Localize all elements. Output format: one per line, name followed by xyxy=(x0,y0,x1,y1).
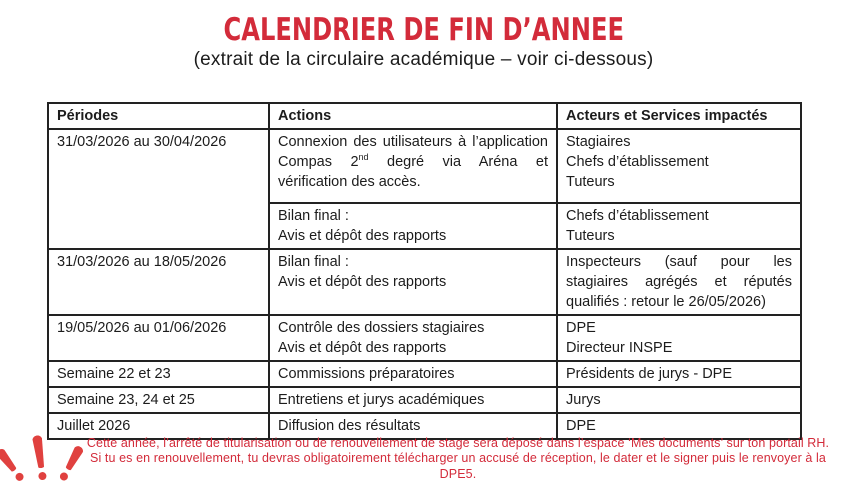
actors-cell: Jurys xyxy=(557,387,801,413)
warning-line-1: Cette année, l’arrêté de titularisation ou de renouvellement de stage sera déposé dans l’espace ‘Mes documents’ sur ton portail RH. xyxy=(86,435,830,450)
action-line: Bilan final : xyxy=(278,254,349,270)
actor-line: Directeur INSPE xyxy=(566,340,673,356)
actor-line: Stagiaires xyxy=(566,134,631,150)
action-line: Avis et dépôt des rapports xyxy=(278,340,447,356)
actions-cell: Entretiens et jurys académiques xyxy=(269,387,557,413)
actions-cell: Commissions préparatoires xyxy=(269,361,557,387)
table-header-row xyxy=(48,103,801,129)
actors-cell xyxy=(557,249,801,315)
actors-cell: Présidents de jurys - DPE xyxy=(557,361,801,387)
header-periodes: Périodes xyxy=(48,103,269,129)
header-acteurs: Acteurs et Services impactés xyxy=(557,103,801,129)
actions-cell: Diffusion des résultats xyxy=(269,413,557,439)
actor-line: Tuteurs xyxy=(566,174,615,190)
period-cell: 19/05/2026 au 01/06/2026 xyxy=(48,315,269,361)
action-line: Bilan final : xyxy=(278,208,349,224)
warning-line-2: Si tu es en renouvellement, tu devras obligatoirement télécharger un accusé de réception, le dater et le signer puis le renvoyer à la DPE5. xyxy=(90,451,826,481)
actor-line: Tuteurs xyxy=(566,228,615,244)
period-cell: 31/03/2026 au 30/04/2026 xyxy=(48,129,269,249)
page-subtitle: (extrait de la circulaire académique – voir ci-dessous) xyxy=(193,49,654,70)
action-text-part2: degré via Aréna et vérification des accès. xyxy=(278,154,548,190)
exclamation-mark-left xyxy=(0,447,26,483)
table-row xyxy=(48,315,801,361)
actors-cell: DPE xyxy=(557,413,801,439)
action-text xyxy=(278,132,548,192)
period-cell: Juillet 2026 xyxy=(48,413,269,439)
period-cell: Semaine 23, 24 et 25 xyxy=(48,387,269,413)
actor-text: Inspecteurs (sauf pour les stagiaires agrégés et réputés qualifiés : retour le 26/05/2026) xyxy=(566,254,792,310)
actors-cell xyxy=(557,315,801,361)
triple-exclamation-icon xyxy=(14,432,74,483)
page-header xyxy=(0,12,847,71)
actions-cell xyxy=(269,315,557,361)
warning-text xyxy=(74,436,842,483)
actions-cell xyxy=(269,129,557,203)
table-row xyxy=(48,249,801,315)
table-row xyxy=(48,361,801,387)
actors-cell xyxy=(557,129,801,203)
page-title: CALENDRIER DE FIN D’ANNEE xyxy=(223,12,624,48)
actors-cell xyxy=(557,203,801,249)
action-line: Avis et dépôt des rapports xyxy=(278,228,447,244)
period-cell: Semaine 22 et 23 xyxy=(48,361,269,387)
period-cell: 31/03/2026 au 18/05/2026 xyxy=(48,249,269,315)
action-text-superscript: nd xyxy=(358,152,369,163)
exclamation-mark-middle xyxy=(32,435,48,481)
action-text-part1: Connexion des utilisateurs à l’application Compas 2 xyxy=(278,134,548,170)
warning-footer xyxy=(14,432,842,483)
table-row xyxy=(48,129,801,203)
actor-line: Chefs d’établissement xyxy=(566,208,709,224)
actor-line: Chefs d’établissement xyxy=(566,154,709,170)
actions-cell xyxy=(269,249,557,315)
actor-line: DPE xyxy=(566,320,596,336)
table-row xyxy=(48,387,801,413)
header-actions: Actions xyxy=(269,103,557,129)
calendar-table xyxy=(47,102,802,440)
action-line: Contrôle des dossiers stagiaires xyxy=(278,320,485,336)
action-line: Avis et dépôt des rapports xyxy=(278,274,447,290)
actions-cell xyxy=(269,203,557,249)
